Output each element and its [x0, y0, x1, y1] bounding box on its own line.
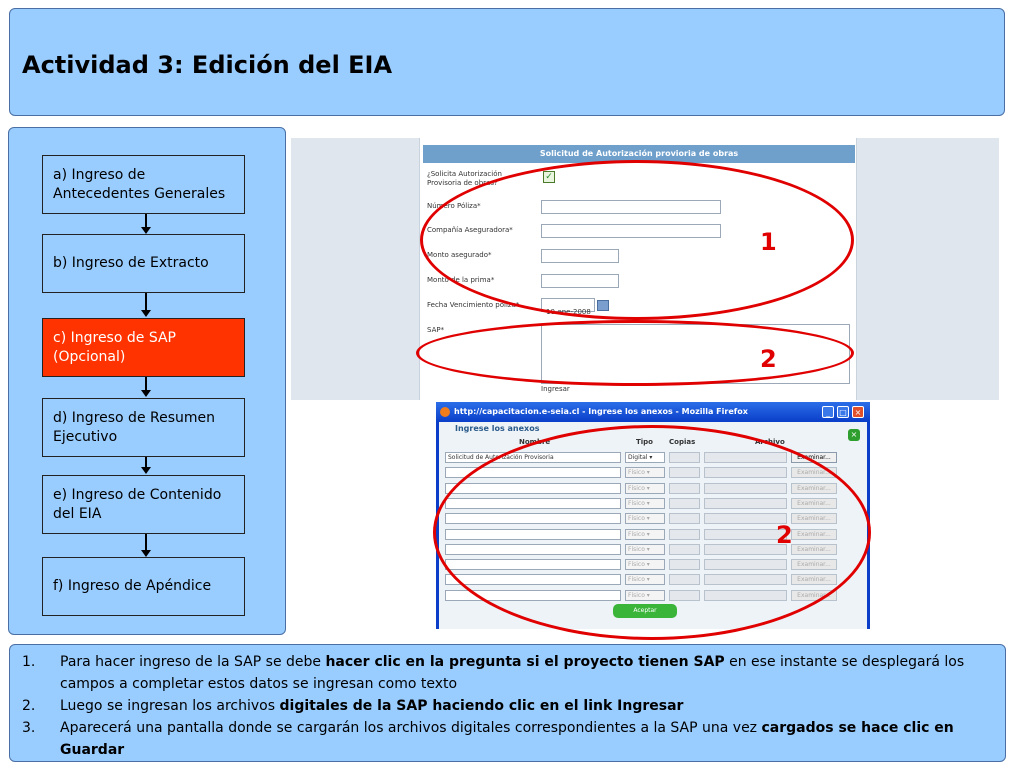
marker-2: 2 — [760, 345, 777, 373]
notes-panel — [9, 644, 1006, 762]
anexo-type-select[interactable]: Físico ▾ — [625, 544, 665, 555]
examinar-button[interactable]: Examinar... — [791, 529, 837, 540]
anexo-type-select[interactable]: Físico ▾ — [625, 498, 665, 509]
anexo-type-select[interactable]: Físico ▾ — [625, 529, 665, 540]
column-header-nombre: Nombre — [519, 438, 551, 446]
note-emphasis: digitales de la SAP haciendo clic en el link Ingresar — [279, 698, 684, 714]
note-item: 2. Luego se ingresan los archivos digitales de la SAP haciendo clic en el link Ingresar — [22, 695, 982, 717]
dialog-heading: Ingrese los anexos — [455, 424, 540, 433]
step-resumen-ejecutivo: d) Ingreso de Resumen Ejecutivo — [42, 398, 245, 457]
examinar-button[interactable]: Examinar... — [791, 498, 837, 509]
step-apendice: f) Ingreso de Apéndice — [42, 557, 245, 616]
flow-arrow — [145, 457, 147, 468]
note-item: 3. Aparecerá una pantalla donde se cargarán los archivos digitales correspondientes a la SAP una vez cargados se hace clic en Guardar — [22, 717, 982, 761]
date-value: 10-ene-2008 — [546, 308, 591, 316]
examinar-button[interactable]: Examinar... — [791, 483, 837, 494]
examinar-button[interactable]: Examinar... — [791, 590, 837, 601]
column-header-archivo: Archivo — [755, 438, 785, 446]
anexo-type-select[interactable]: Digital ▾ — [625, 452, 665, 463]
flow-panel — [8, 127, 286, 635]
minimize-button[interactable]: _ — [822, 406, 834, 418]
step-extracto: b) Ingreso de Extracto — [42, 234, 245, 293]
field-label-prima: Monto de la prima* — [427, 276, 495, 284]
note-item: 1. Para hacer ingreso de la SAP se debe hacer clic en la pregunta si el proyecto tienen SAP en ese instante se desplegará los campos a completar estos datos se ingresan como texto — [22, 651, 982, 695]
field-label-solicita: ¿Solicita Autorización Provisoria de obras? — [427, 170, 502, 187]
title-panel — [9, 8, 1005, 116]
marker-1: 1 — [760, 228, 777, 256]
aceptar-button[interactable]: Aceptar — [613, 604, 677, 618]
flow-arrow — [145, 534, 147, 551]
field-label-fecha: Fecha Vencimiento póliza* — [427, 301, 520, 309]
anexo-type-select[interactable]: Físico ▾ — [625, 574, 665, 585]
field-label-compania: Compañía Aseguradora* — [427, 226, 513, 234]
note-number: 1. — [22, 654, 36, 670]
examinar-button[interactable]: Examinar... — [791, 513, 837, 524]
examinar-button[interactable]: Examinar... — [791, 559, 837, 570]
examinar-button[interactable]: Examinar... — [791, 574, 837, 585]
field-label-monto: Monto asegurado* — [427, 251, 492, 259]
highlight-ellipse-1 — [420, 160, 854, 320]
close-button[interactable]: × — [852, 406, 864, 418]
anexo-type-select[interactable]: Físico ▾ — [625, 559, 665, 570]
note-emphasis: cargados se hace clic en Guardar — [60, 720, 954, 758]
ingresar-link[interactable]: Ingresar — [541, 385, 570, 393]
marker-2b: 2 — [776, 521, 793, 549]
highlight-ellipse-3 — [433, 425, 871, 640]
maximize-button[interactable]: □ — [837, 406, 849, 418]
column-header-tipo: Tipo — [636, 438, 653, 446]
flow-arrow — [145, 377, 147, 391]
highlight-ellipse-2 — [416, 320, 854, 386]
column-header-copias: Copias — [669, 438, 696, 446]
field-label-poliza: Número Póliza* — [427, 202, 481, 210]
sap-checkbox[interactable]: ✓ — [543, 171, 555, 183]
step-antecedentes-generales: a) Ingreso de Antecedentes Generales — [42, 155, 245, 214]
form-header: Solicitud de Autorización provioria de obras — [423, 145, 855, 163]
note-number: 3. — [22, 720, 36, 736]
step-contenido-eia: e) Ingreso de Contenido del EIA — [42, 475, 245, 534]
anexo-type-select[interactable]: Físico ▾ — [625, 590, 665, 601]
note-emphasis: hacer clic en la pregunta si el proyecto tienen SAP — [325, 654, 725, 670]
window-title: http://capacitacion.e-seia.cl - Ingrese los anexos - Mozilla Firefox — [436, 402, 870, 422]
page-title: Actividad 3: Edición del EIA — [22, 51, 393, 79]
examinar-button[interactable]: Examinar... — [791, 452, 837, 463]
anexo-type-select[interactable]: Físico ▾ — [625, 483, 665, 494]
flow-arrow — [145, 214, 147, 228]
firefox-icon — [440, 407, 450, 417]
notes-list — [22, 651, 982, 761]
step-sap-active: c) Ingreso de SAP (Opcional) — [42, 318, 245, 377]
examinar-button[interactable]: Examinar... — [791, 544, 837, 555]
flow-arrow — [145, 293, 147, 311]
note-number: 2. — [22, 698, 36, 714]
field-label-sap: SAP* — [427, 326, 445, 334]
examinar-button[interactable]: Examinar... — [791, 467, 837, 478]
dialog-close-icon[interactable]: × — [848, 429, 860, 441]
anexo-type-select[interactable]: Físico ▾ — [625, 467, 665, 478]
anexo-type-select[interactable]: Físico ▾ — [625, 513, 665, 524]
anexo-name-input[interactable]: Solicitud de Autorización Provisoria — [445, 452, 621, 463]
